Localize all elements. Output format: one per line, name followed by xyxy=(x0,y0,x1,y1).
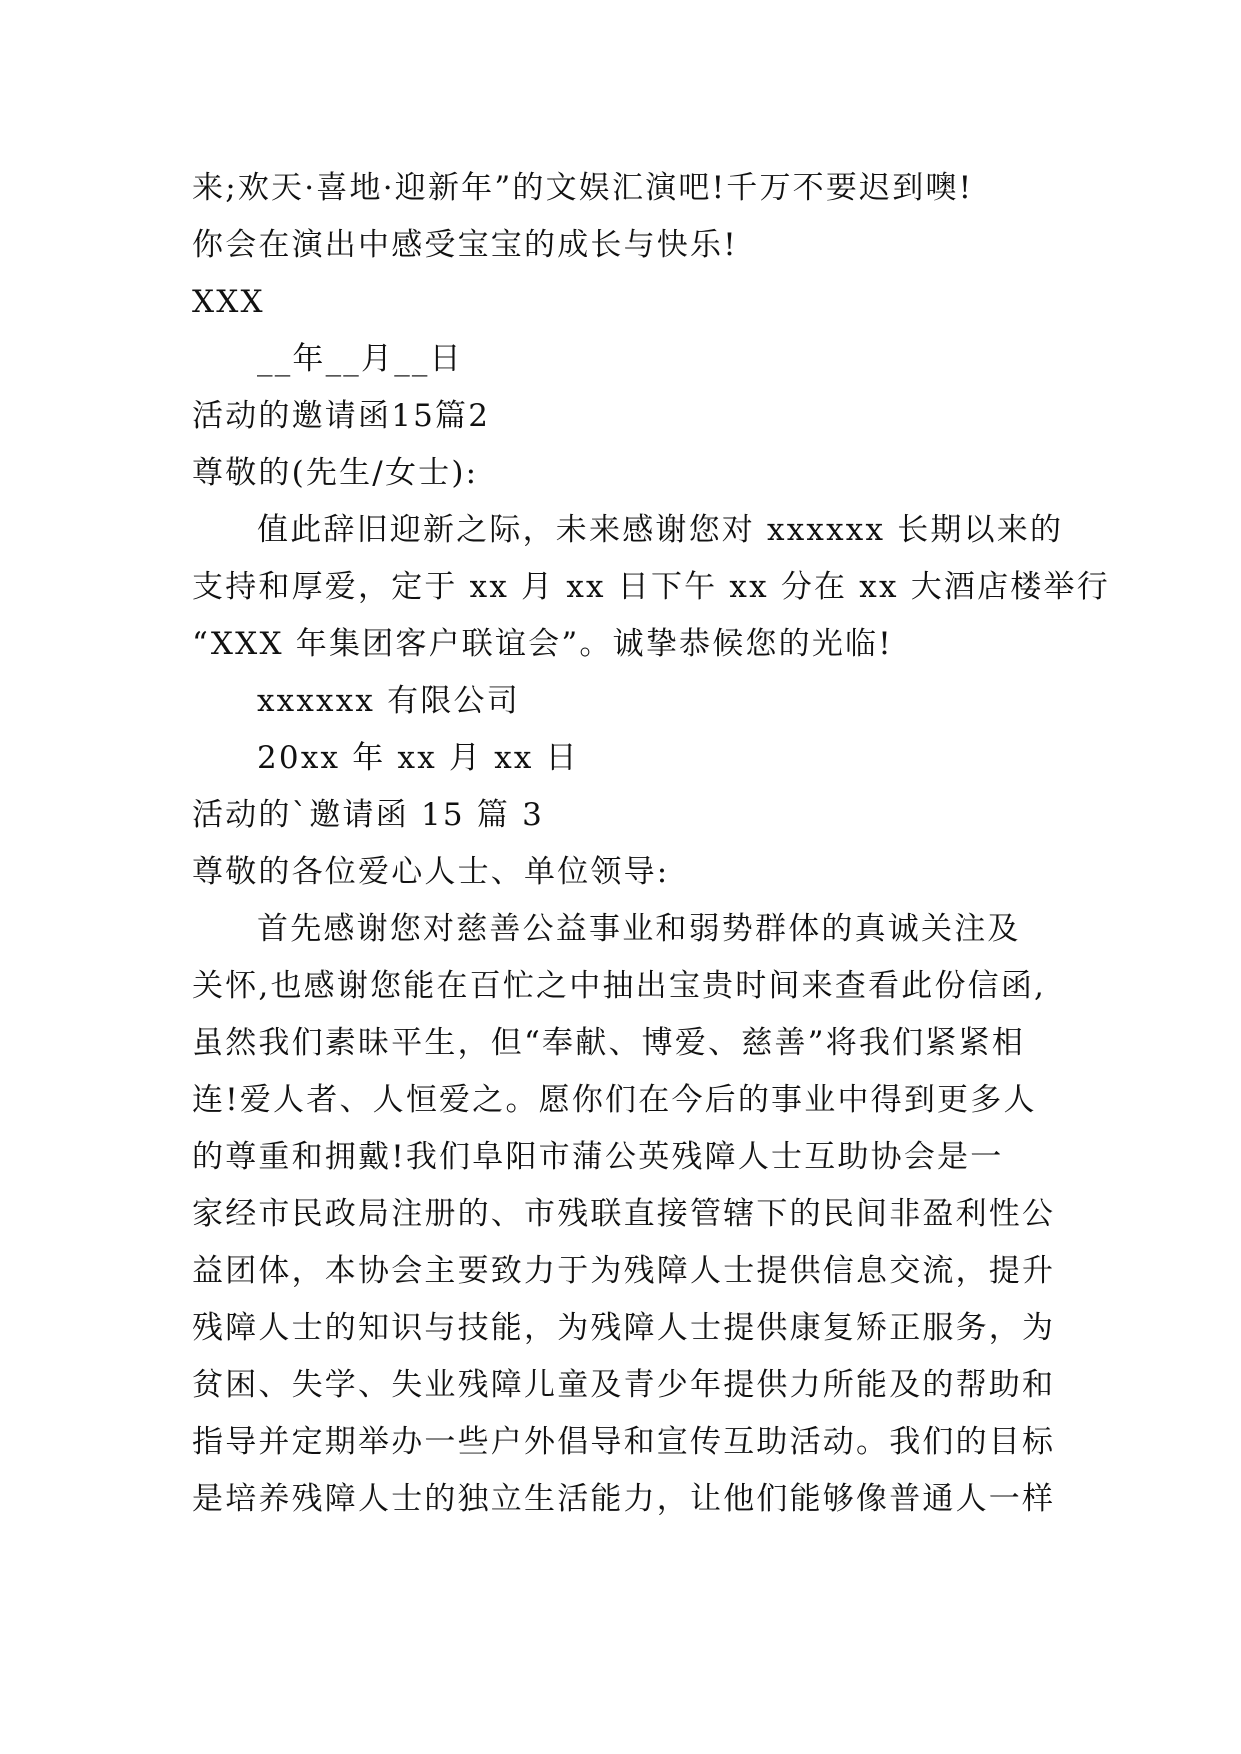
body-line: 是培养残障人士的独立生活能力，让他们能够像普通人一样 xyxy=(192,1481,1056,1517)
body-line: 虽然我们素昧平生，但“奉献、博爱、慈善”将我们紧紧相 xyxy=(192,1025,1025,1061)
section-heading: 活动的`邀请函 15 篇 3 xyxy=(192,797,545,833)
body-line: “XXX 年集团客户联谊会”。诚挚恭候您的光临! xyxy=(192,626,893,662)
salutation: 尊敬的(先生/女士): xyxy=(192,455,479,491)
body-line: 的尊重和拥戴!我们阜阳市蒲公英残障人士互助协会是一 xyxy=(192,1139,1004,1175)
body-line: 家经市民政局注册的、市残联直接管辖下的民间非盈利性公 xyxy=(192,1196,1056,1232)
body-line: 值此辞旧迎新之际，未来感谢您对 xxxxxx 长期以来的 xyxy=(257,512,1064,548)
signature-date: __年__月__日 xyxy=(257,341,463,377)
body-line: 关怀,也感谢您能在百忙之中抽出宝贵时间来查看此份信函, xyxy=(192,968,1047,1004)
body-line: 来;欢天·喜地·迎新年”的文娱汇演吧!千万不要迟到噢! xyxy=(192,170,974,206)
body-line: 你会在演出中感受宝宝的成长与快乐! xyxy=(192,227,738,263)
body-line: 连!爱人者、人恒爱之。愿你们在今后的事业中得到更多人 xyxy=(192,1082,1037,1118)
body-line: 益团体，本协会主要致力于为残障人士提供信息交流，提升 xyxy=(192,1253,1056,1289)
body-line: 首先感谢您对慈善公益事业和弱势群体的真诚关注及 xyxy=(257,911,1021,947)
body-line: 指导并定期举办一些户外倡导和宣传互助活动。我们的目标 xyxy=(192,1424,1056,1460)
signature-name: XXX xyxy=(192,284,265,320)
body-line: 残障人士的知识与技能，为残障人士提供康复矫正服务，为 xyxy=(192,1310,1056,1346)
section-heading: 活动的邀请函15篇2 xyxy=(192,398,491,434)
body-line: 支持和厚爱，定于 xx 月 xx 日下午 xx 分在 xx 大酒店楼举行 xyxy=(192,569,1110,605)
salutation: 尊敬的各位爱心人士、单位领导: xyxy=(192,854,670,890)
signature-date: 20xx 年 xx 月 xx 日 xyxy=(257,740,579,776)
body-line: 贫困、失学、失业残障儿童及青少年提供力所能及的帮助和 xyxy=(192,1367,1056,1403)
signature-company: xxxxxx 有限公司 xyxy=(257,683,520,719)
